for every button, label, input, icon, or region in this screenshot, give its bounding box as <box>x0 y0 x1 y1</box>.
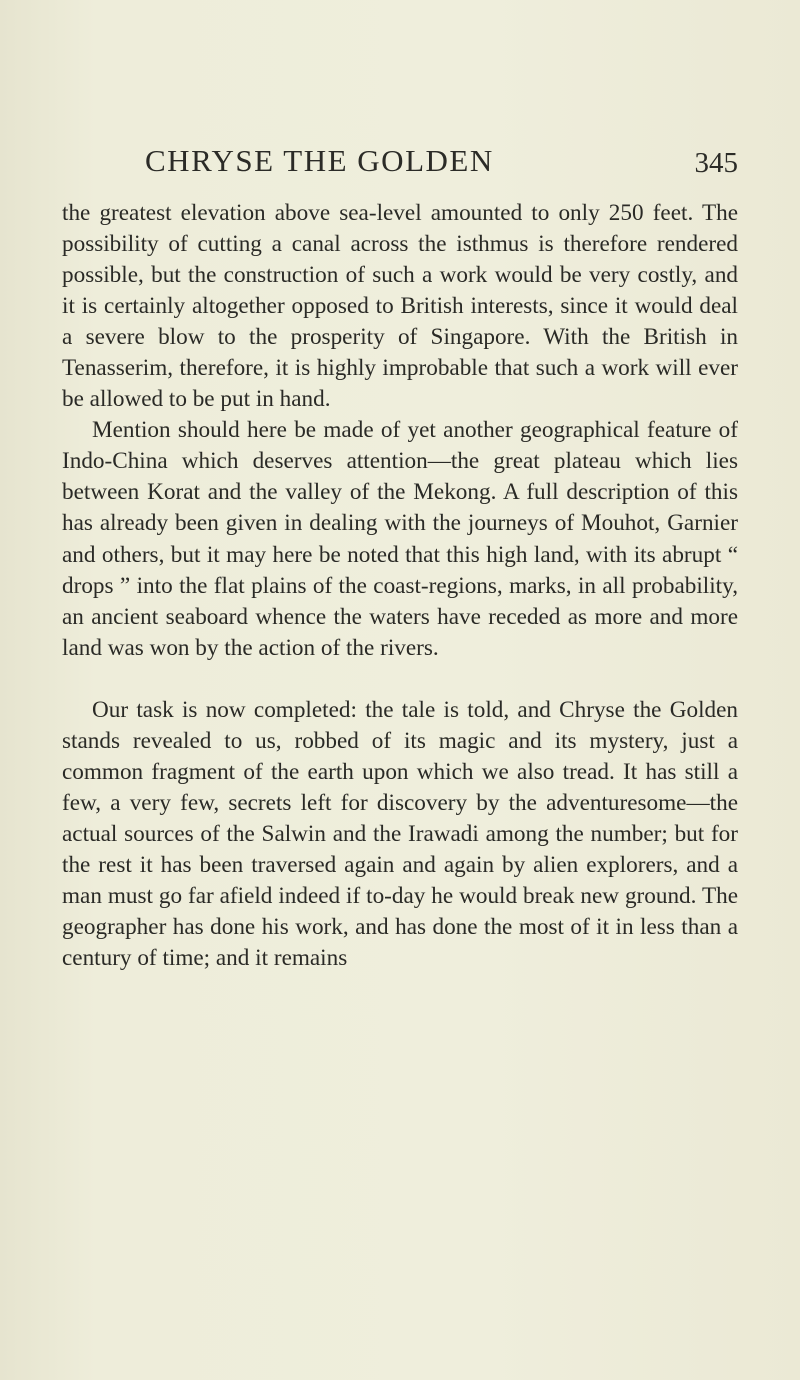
running-head <box>62 143 738 183</box>
paragraph-continued: the greatest elevation above sea-level amounted to only 250 feet. The possibility of cutting a canal across the isthmus is therefore rendered possible, but the construction of such a work would be very costly, and it is certainly altogether opposed to British interests, since it would deal a severe blow to the prosperity of Singapore. With the British in Tenasserim, therefore, it is highly improbable that such a work will ever be allowed to be put in hand. <box>62 200 738 413</box>
running-title: CHRYSE THE GOLDEN <box>145 143 494 178</box>
paragraph-conclusion: Our task is now completed: the tale is told, and Chryse the Golden stands revealed to us, robbed of its magic and its mystery, just a common fragment of the earth upon which we also tread. It has still a few, a very few, secrets left for discovery by the adventuresome—the actual sources of the Salwin and the Irawadi among the number; but for the rest it has been traversed again and again by alien explorers, and a man must go far afield indeed if to-day he would break new ground. The geographer has done his work, and has done the most of it in less than a century of time; and it remains <box>62 696 738 972</box>
paragraph-plateau: Mention should here be made of yet another geographical feature of Indo-China which deserves attention—the great plateau which lies between Korat and the valley of the Mekong. A full description of this has already been given in dealing with the journeys of Mouhot, Garnier and others, but it may here be noted that this high land, with its abrupt “ drops ” into the flat plains of the coast-regions, marks, in all probability, an ancient seaboard whence the waters have receded as more and more land was won by the action of the rivers. <box>62 417 738 661</box>
page-number: 345 <box>694 147 738 179</box>
body-text <box>62 198 738 974</box>
